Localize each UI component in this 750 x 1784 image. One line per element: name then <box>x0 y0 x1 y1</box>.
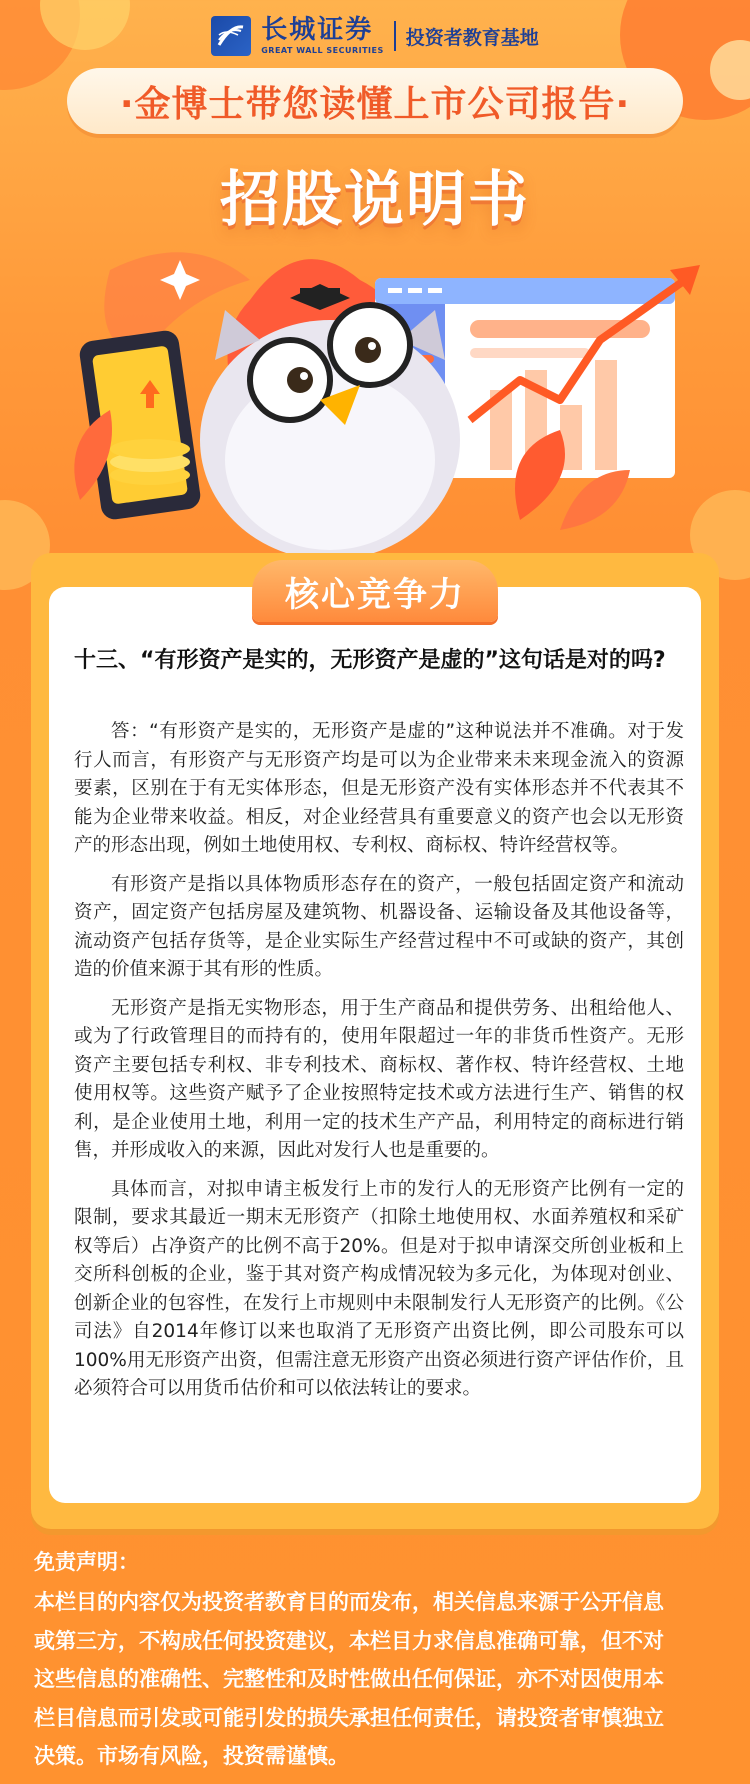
hero-illustration <box>0 240 750 560</box>
answer-paragraph: 具体而言，对拟申请主板发行上市的发行人的无形资产比例有一定的限制，要求其最近一期末无形资产（扣除土地使用权、水面养殖权和采矿权等后）占净资产的比例不高于20%。但是对于拟申请深交所创业板和上交所科创板的企业，鉴于其对资产构成情况较为多元化，为体现对创业、创新企业的包容性，在发行上市规则中未限制发行人无形资产的比例。《公司法》自2014年修订以来也取消了无形资产出资比例，即公司股东可以100%用无形资产出资，但需注意无形资产出资必须进行资产评估作价，且必须符合可以用货币估价和可以依法转让的要求。 <box>74 1178 684 1399</box>
answer-body <box>74 718 684 1414</box>
section-label: 核心竞争力 <box>285 574 465 615</box>
disclaimer <box>34 1545 674 1776</box>
answer-paragraph: 有形资产是指以具体物质形态存在的资产，一般包括固定资产和流动资产，固定资产包括房屋及建筑物、机器设备、运输设备及其他设备等，流动资产包括存货等，是企业实际生产经营过程中不可或缺的资产，其创造的价值来源于其有形的性质。 <box>74 873 684 980</box>
tagline-text: ·金博士带您读懂上市公司报告· <box>119 83 631 125</box>
brand-subtitle: 投资者教育基地 <box>405 26 539 49</box>
section-tab <box>252 560 498 622</box>
answer-paragraph: 答：“有形资产是实的，无形资产是虚的”这种说法并不准确。对于发行人而言，有形资产与无形资产均是可以为企业带来未来现金流入的资源要素，区别在于有无实体形态，但是无形资产没有实体形态并不代表其不能为企业带来收益。相反，对企业经营具有重要意义的资产也会以无形资产的形态出现，例如土地使用权、专利权、商标权、特许经营权等。 <box>74 721 684 856</box>
page-title: 招股说明书 <box>220 165 530 235</box>
tagline-banner <box>67 68 683 134</box>
owl-mascot-icon <box>200 284 460 560</box>
disclaimer-body: 本栏目的内容仅为投资者教育目的而发布，相关信息来源于公开信息或第三方，不构成任何投资建议，本栏目力求信息准确可靠，但不对这些信息的准确性、完整性和及时性做出任何保证，亦不对因使用本栏目信息而引发或可能引发的损失承担任何责任，请投资者审慎独立决策。市场有风险，投资需谨慎。 <box>34 1590 664 1768</box>
brand-name <box>261 17 384 55</box>
brand-header <box>0 12 750 60</box>
brand-divider <box>394 21 396 51</box>
disclaimer-title: 免责声明： <box>34 1550 139 1574</box>
brand-name-cn: 长城证券 <box>261 15 374 45</box>
question-heading: 十三、“有形资产是实的，无形资产是虚的”这句话是对的吗? <box>74 648 666 673</box>
brand-logo-icon <box>211 16 251 56</box>
answer-paragraph: 无形资产是指无实物形态，用于生产商品和提供劳务、出租给他人、或为了行政管理目的而持有的，使用年限超过一年的非货币性资产。无形资产主要包括专利权、非专利技术、商标权、著作权、特许经营权、土地使用权等。这些资产赋予了企业按照特定技术或方法进行生产、销售的权利，是企业使用土地，利用一定的技术生产产品，利用特定的商标进行销售，并形成收入的来源，因此对发行人也是重要的。 <box>74 997 684 1161</box>
brand-name-en: GREAT WALL SECURITIES <box>261 46 384 55</box>
